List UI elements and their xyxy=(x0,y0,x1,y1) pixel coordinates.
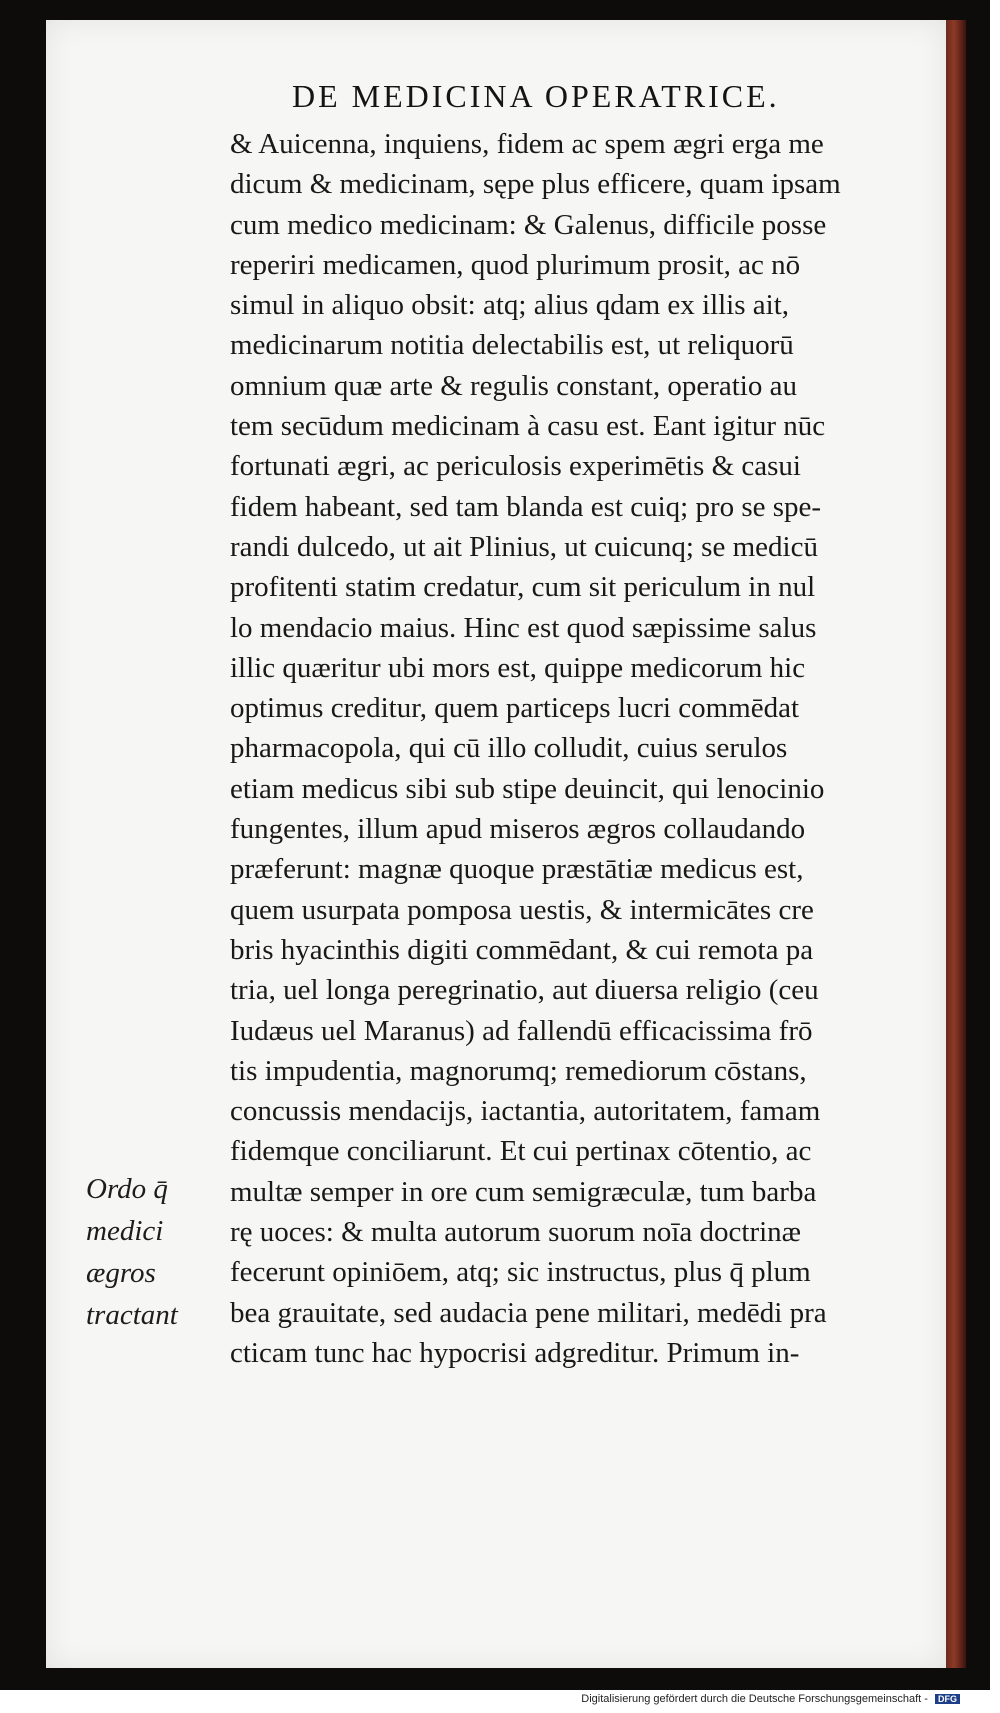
text-line: concussis mendacijs, iactantia, autoritatem, famam xyxy=(230,1095,821,1128)
dfg-logo-icon: DFG xyxy=(935,1694,960,1704)
text-line: quem usurpata pomposa uestis, & intermicātes cre xyxy=(230,893,814,926)
text-line: bea grauitate, sed audacia pene militari, medēdi pra xyxy=(230,1296,827,1329)
text-line: cticam tunc hac hypocrisi adgreditur. Primum in- xyxy=(230,1336,800,1369)
text-line: illic quæritur ubi mors est, quippe medicorum hic xyxy=(230,651,806,684)
text-line: fortunati ægri, ac periculosis experimētis & casui xyxy=(230,450,801,483)
text-line: rę uoces: & multa autorum suorum noīa doctrinæ xyxy=(230,1216,802,1249)
text-line: randi dulcedo, ut ait Plinius, ut cuicunq; se medicū xyxy=(230,530,818,563)
text-line: lo mendacio maius. Hinc est quod sæpissime salus xyxy=(230,611,817,644)
marginal-note-line: ægros xyxy=(86,1257,156,1289)
text-line: fungentes, illum apud miseros ægros collaudando xyxy=(230,813,806,846)
marginal-note-line: medici xyxy=(86,1215,164,1247)
text-line: optimus creditur, quem particeps lucri commēdat xyxy=(230,692,799,725)
text-line: reperiri medicamen, quod plurimum prosit, ac nō xyxy=(230,248,801,281)
text-line: cum medico medicinam: & Galenus, difficile posse xyxy=(230,208,827,241)
text-line: omnium quæ arte & regulis constant, operatio au xyxy=(230,369,797,402)
text-line: etiam medicus sibi sub stipe deuincit, qui lenocinio xyxy=(230,772,825,805)
text-line: tis impudentia, magnorumq; remediorum cōstans, xyxy=(230,1054,807,1087)
text-line: præferunt: magnæ quoque præstātiæ medicus est, xyxy=(230,853,804,886)
body-text xyxy=(230,124,970,1373)
marginal-note xyxy=(86,1168,216,1336)
running-head: DE MEDICINA OPERATRICE. xyxy=(292,78,780,114)
text-line: profitenti statim credatur, cum sit periculum in nul xyxy=(230,571,816,604)
footer-text: Digitalisierung gefördert durch die Deutsche Forschungsgemeinschaft - xyxy=(581,1693,928,1705)
text-line: Iudæus uel Maranus) ad fallendū efficacissima frō xyxy=(230,1014,813,1047)
text-line: fidemque conciliarunt. Et cui pertinax cōtentio, ac xyxy=(230,1135,812,1168)
marginal-note-line: Ordo q̄ xyxy=(86,1173,168,1205)
text-line: bris hyacinthis digiti commēdant, & cui remota pa xyxy=(230,933,814,966)
text-line: dicum & medicinam, sępe plus efficere, quam ipsam xyxy=(230,168,841,201)
text-line: & Auicenna, inquiens, fidem ac spem ægri erga me xyxy=(230,128,824,160)
text-line: tem secūdum medicinam à casu est. Eant igitur nūc xyxy=(230,410,826,443)
text-line: medicinarum notitia delectabilis est, ut reliquorū xyxy=(230,329,794,362)
text-line: fecerunt opiniōem, atq; sic instructus, plus q̄ plum xyxy=(230,1256,811,1289)
text-line: pharmacopola, qui cū illo colludit, cuius serulos xyxy=(230,732,788,765)
text-line: simul in aliquo obsit: atq; alius qdam ex illis ait, xyxy=(230,289,790,322)
marginal-note-line: tractant xyxy=(86,1299,178,1331)
text-line: fidem habeant, sed tam blanda est cuiq; pro se spe- xyxy=(230,490,822,523)
footer-credit xyxy=(581,1693,960,1705)
text-line: multæ semper in ore cum semigræculæ, tum barba xyxy=(230,1175,817,1208)
text-line: tria, uel longa peregrinatio, aut diuersa religio (ceu xyxy=(230,974,819,1007)
